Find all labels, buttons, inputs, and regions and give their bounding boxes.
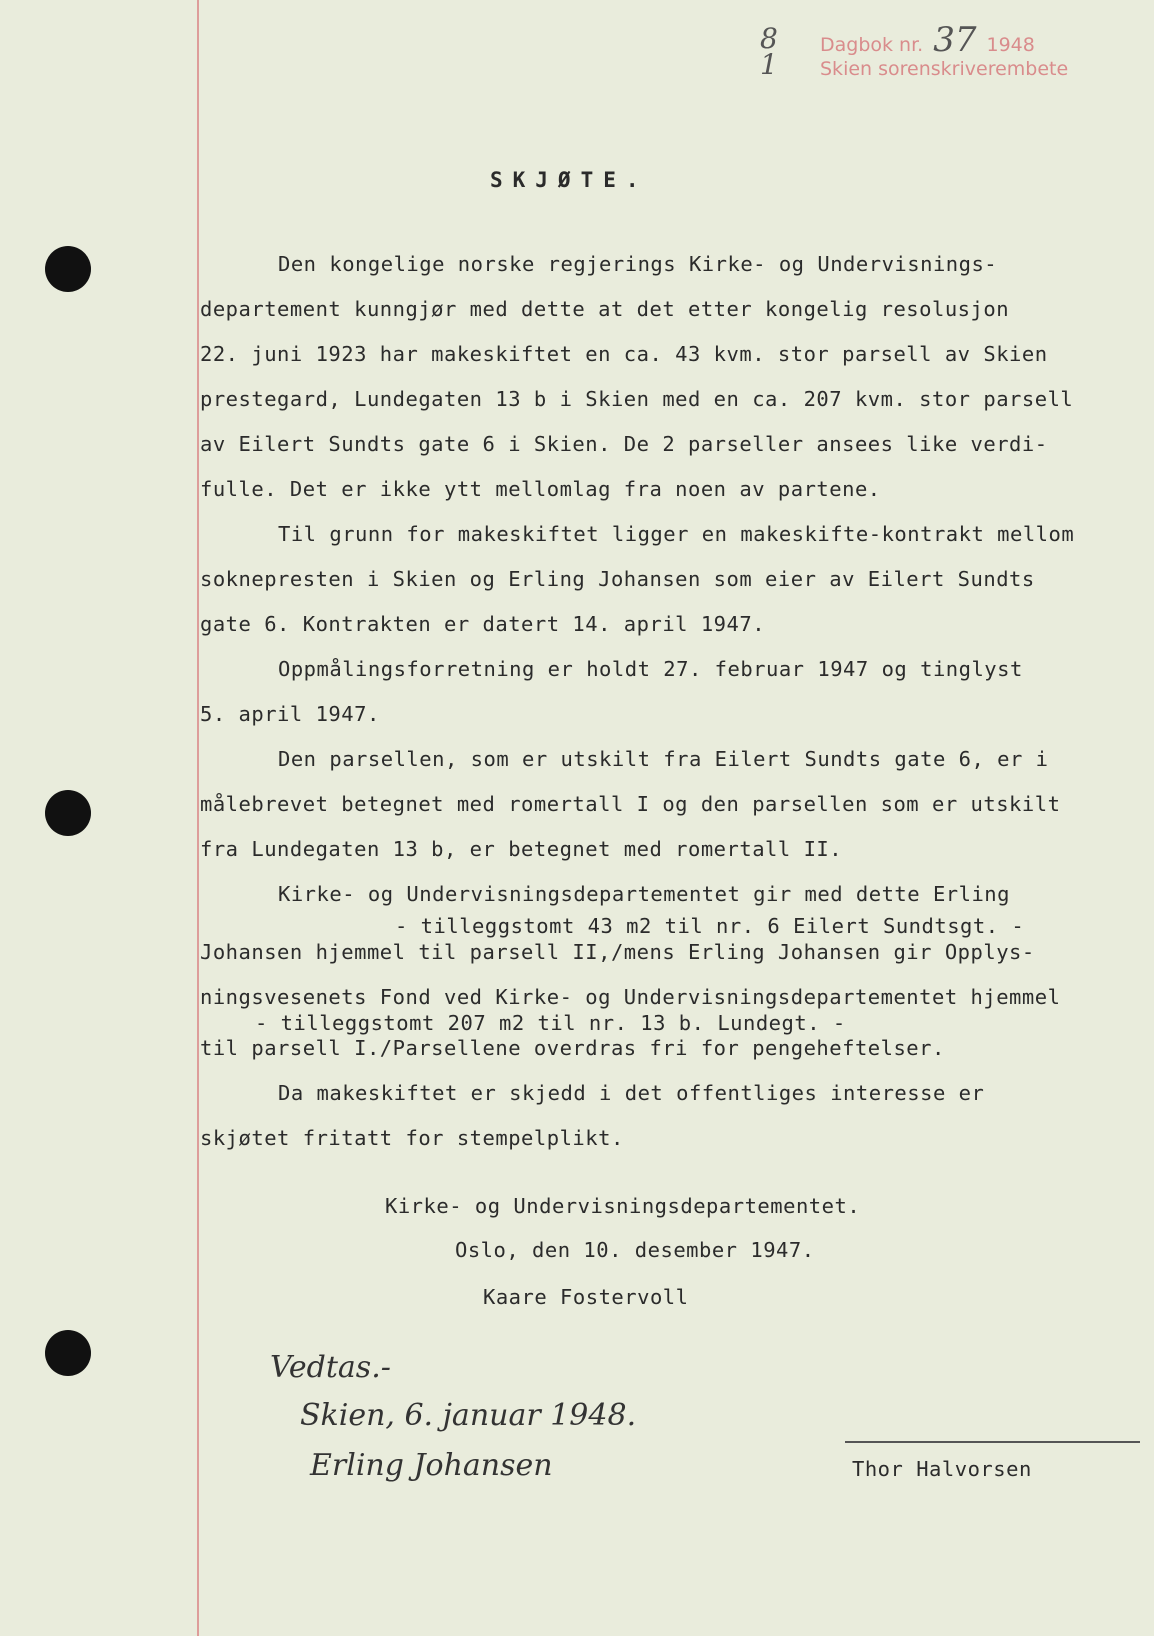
body-line: Den parsellen, som er utskilt fra Eilert Sundts gate 6, er i xyxy=(278,747,1049,771)
body-line: målebrevet betegnet med romertall I og den parsellen som er utskilt xyxy=(200,792,1061,816)
punch-hole-icon xyxy=(45,1330,91,1376)
body-line: til parsell I./Parsellene overdras fri for pengeheftelser. xyxy=(200,1036,945,1060)
place-date: Oslo, den 10. desember 1947. xyxy=(455,1238,815,1262)
body-line: Den kongelige norske regjerings Kirke- og Undervisnings- xyxy=(278,252,998,276)
document-title: SKJØTE. xyxy=(490,168,649,192)
body-line: skjøtet fritatt for stempelplikt. xyxy=(200,1126,624,1150)
fraction-bottom: 1 xyxy=(760,48,778,81)
body-line: ningsvesenets Fond ved Kirke- og Undervisningsdepartementet hjemmel xyxy=(200,985,1061,1009)
punch-hole-icon xyxy=(45,790,91,836)
handwritten-accepted: Vedtas.- xyxy=(270,1350,391,1385)
body-line: Til grunn for makeskiftet ligger en makeskifte-kontrakt mellom xyxy=(278,522,1075,546)
body-line: fulle. Det er ikke ytt mellomlag fra noen av partene. xyxy=(200,477,881,501)
handwritten-place-date: Skien, 6. januar 1948. xyxy=(300,1398,637,1433)
body-line: Oppmålingsforretning er holdt 27. februar 1947 og tinglyst xyxy=(278,657,1023,681)
insertion-line: - tilleggstomt 43 m2 til nr. 6 Eilert Sundtsgt. - xyxy=(395,914,1025,938)
punch-hole-icon xyxy=(45,246,91,292)
signature-line xyxy=(845,1441,1140,1443)
stamp-office: Skien sorenskriverembete xyxy=(820,58,1069,80)
stamp-label: Dagbok nr. xyxy=(820,34,924,56)
department-name: Kirke- og Undervisningsdepartementet. xyxy=(385,1194,861,1218)
margin-rule xyxy=(197,0,199,1636)
stamp-year: 1948 xyxy=(986,34,1035,56)
stamp-number: 37 xyxy=(933,20,977,60)
registry-stamp xyxy=(820,20,1069,81)
folio-fraction xyxy=(760,22,778,81)
fraction-top: 8 xyxy=(760,22,778,55)
body-line: av Eilert Sundts gate 6 i Skien. De 2 parseller ansees like verdi- xyxy=(200,432,1048,456)
handwritten-signature: Erling Johansen xyxy=(310,1448,553,1483)
body-line: Da makeskiftet er skjedd i det offentliges interesse er xyxy=(278,1081,985,1105)
insertion-line: - tilleggstomt 207 m2 til nr. 13 b. Lundegt. - xyxy=(255,1011,846,1035)
body-line: soknepresten i Skien og Erling Johansen som eier av Eilert Sundts xyxy=(200,567,1035,591)
signer-name: Kaare Fostervoll xyxy=(483,1285,689,1309)
body-line: Kirke- og Undervisningsdepartementet gir med dette Erling xyxy=(278,882,1010,906)
body-line: departement kunngjør med dette at det etter kongelig resolusjon xyxy=(200,297,1010,321)
second-signer-name: Thor Halvorsen xyxy=(852,1457,1032,1481)
body-line: 22. juni 1923 har makeskiftet en ca. 43 kvm. stor parsell av Skien xyxy=(200,342,1048,366)
body-line: fra Lundegaten 13 b, er betegnet med romertall II. xyxy=(200,837,843,861)
body-line: prestegard, Lundegaten 13 b i Skien med en ca. 207 kvm. stor parsell xyxy=(200,387,1074,411)
body-line: 5. april 1947. xyxy=(200,702,380,726)
body-line: Johansen hjemmel til parsell II,/mens Erling Johansen gir Opplys- xyxy=(200,940,1035,964)
body-line: gate 6. Kontrakten er datert 14. april 1947. xyxy=(200,612,766,636)
